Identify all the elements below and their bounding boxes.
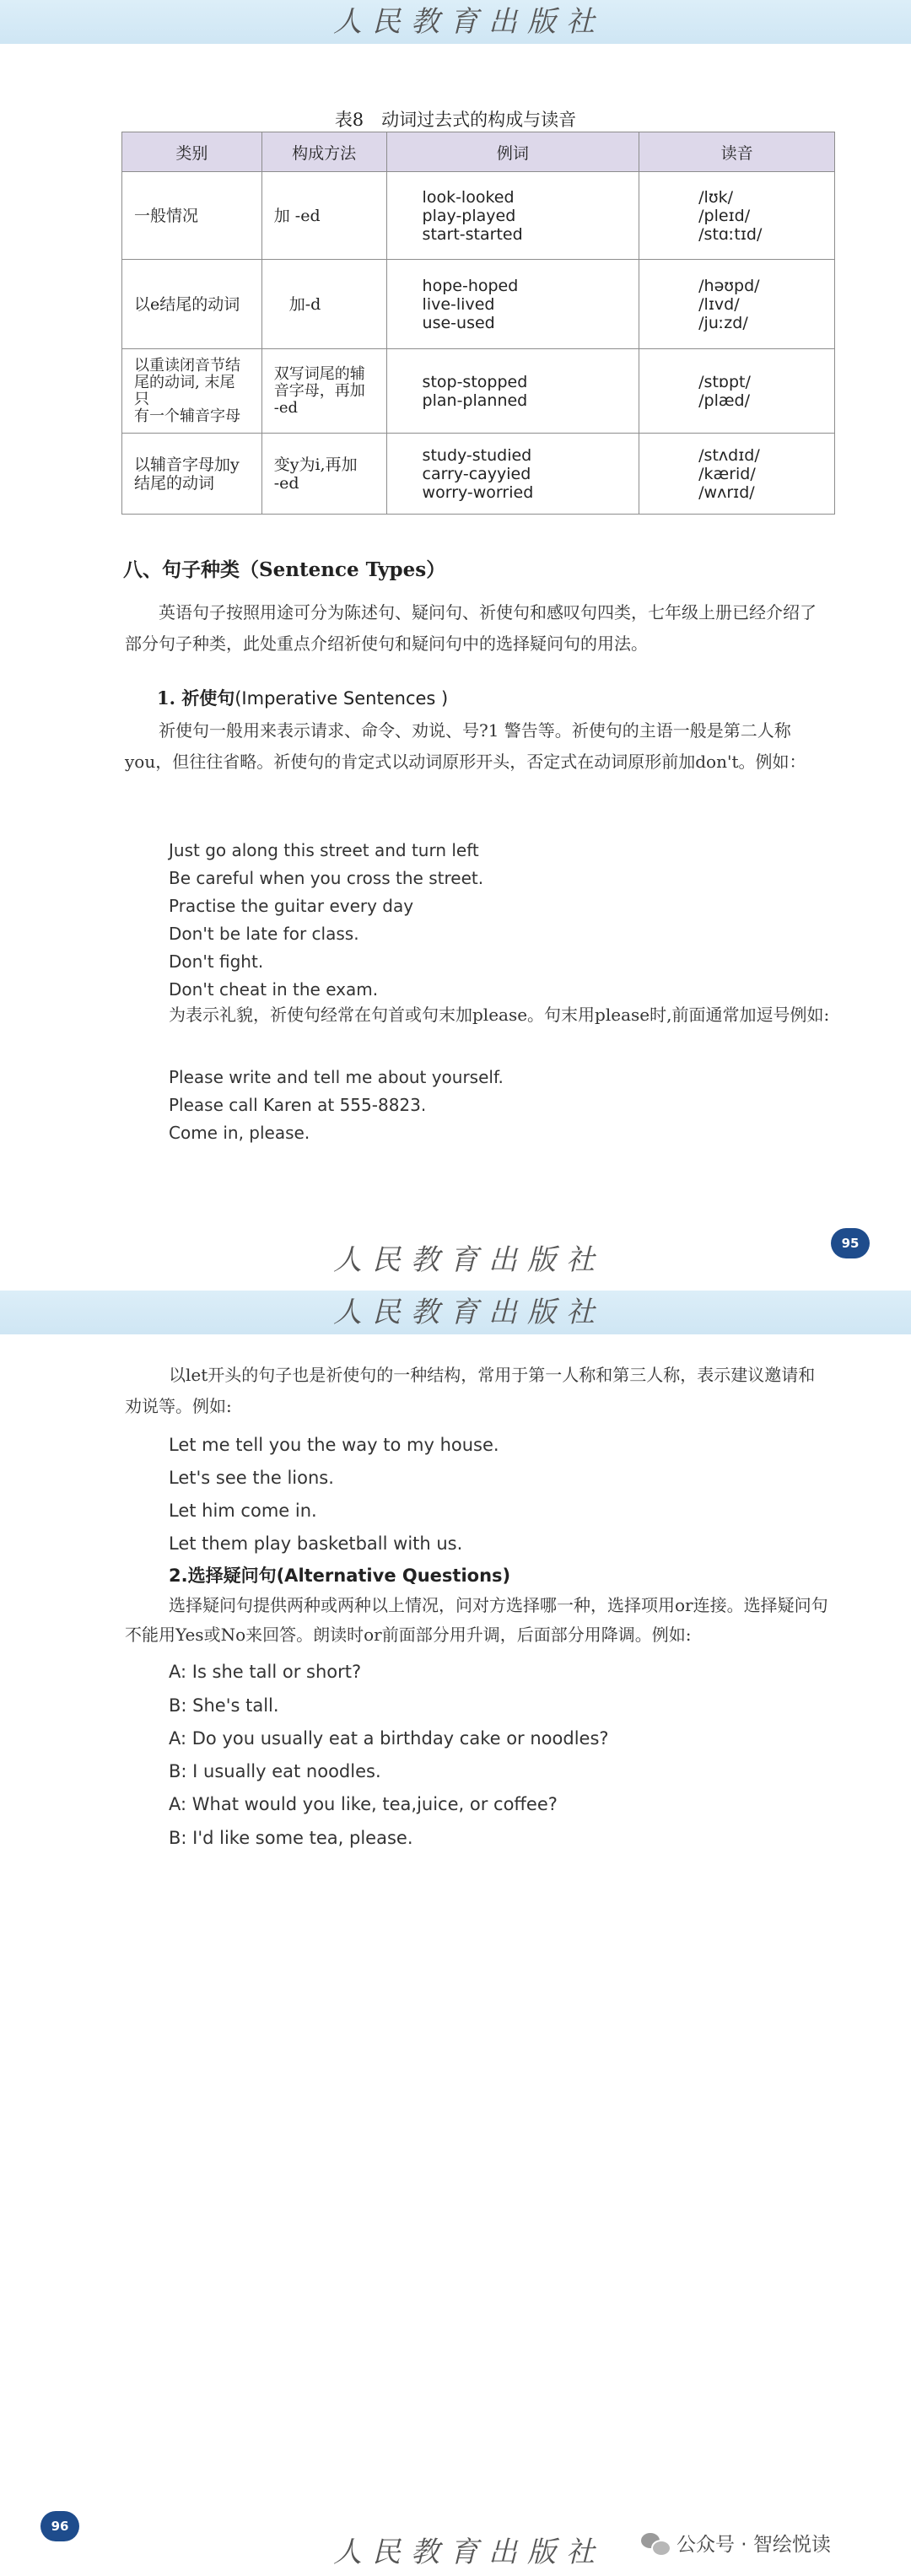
example-sentence: Let him come in. [169,1501,317,1521]
example-sentence: Just go along this street and turn left [169,840,479,860]
imperative-paragraph: 祈使句一般用来表示请求、命令、劝说、号?1 警告等。祈使句的主语一般是第二人称you，但往往省略。祈使句的肯定式以动词原形开头，否定式在动词原形前加don't。例如： [125,720,806,772]
cell-examples: study-studied carry-cayyied worry-worried [386,434,639,515]
example-sentence: Please write and tell me about yourself. [169,1067,504,1087]
cell-phonetics: /lʊk/ /pleɪd/ /stɑːtɪd/ [639,172,835,260]
example-sentence: Let's see the lions. [169,1468,334,1488]
example-sentence: Let them play basketball with us. [169,1533,463,1554]
header-pronunciation: 读音 [639,132,835,172]
header-band [0,1291,911,1334]
watermark-text: 公众号 · 智绘悦读 [677,2534,831,2556]
table-row [122,434,835,515]
past-tense-table [121,132,835,515]
header-examples: 例词 [386,132,639,172]
wechat-icon [641,2531,670,2555]
subsection-1-english: (Imperative Sentences ) [234,688,449,709]
cell-phonetics: /həʊpd/ /lɪvd/ /juːzd/ [639,260,835,349]
publisher-logo: 人民教育出版社 [333,1296,605,1329]
cell-examples: stop-stopped plan-planned [386,349,639,434]
let-paragraph: 以let开头的句子也是祈使句的一种结构，常用于第一人称和第三人称，表示建议邀请和劝说等。例如: [125,1365,816,1416]
header-method: 构成方法 [261,132,386,172]
example-sentence: Don't be late for class. [169,924,359,944]
subsection-1-title [157,685,448,710]
example-sentence: Practise the guitar every day [169,896,414,916]
cell-method: 双写词尾的辅 音字母，再加 -ed [261,349,386,434]
dialog-line: B: She's tall. [169,1695,279,1716]
cell-category: 以重读闭音节结 尾的动词, 末尾只 有一个辅音字母 [122,349,262,434]
cell-phonetics: /stʌdɪd/ /kærid/ /wʌrɪd/ [639,434,835,515]
page-number-badge: 96 [40,2511,79,2541]
table-header-row [122,132,835,172]
cell-method: 加 -ed [261,172,386,260]
cell-examples: hope-hoped live-lived use-used [386,260,639,349]
table-row [122,260,835,349]
example-sentence: Come in, please. [169,1123,310,1143]
example-sentence: Be careful when you cross the street. [169,868,484,888]
section-title: 八、句子种类（Sentence Types） [123,558,446,581]
cell-category: 一般情况 [122,172,262,260]
subsection-2-title: 2.选择疑问句(Alternative Questions) [169,1566,511,1586]
publisher-logo-footer: 人民教育出版社 [333,1243,605,1277]
header-band [0,0,911,44]
example-sentence: Don't cheat in the exam. [169,979,379,1000]
cell-method: 变y为i,再加 -ed [261,434,386,515]
subsection-1-number: 1. 祈使句 [157,687,235,709]
page-96 [0,1291,911,2576]
cell-phonetics: /stɒpt/ /plæd/ [639,349,835,434]
dialog-line: A: Do you usually eat a birthday cake or noodles? [169,1728,609,1749]
example-sentence: Please call Karen at 555-8823. [169,1095,427,1115]
cell-method: 加-d [261,260,386,349]
alternative-paragraph: 选择疑问句提供两种或两种以上情况，问对方选择哪一种，选择项用or连接。选择疑问句不能用Yes或No来回答。朗读时or前面部分用升调，后面部分用降调。例如: [125,1595,828,1645]
header-category: 类别 [122,132,262,172]
publisher-logo: 人民教育出版社 [333,5,605,39]
intro-paragraph: 英语句子按照用途可分为陈述句、疑问句、祈使句和感叹句四类，七年级上册已经介绍了部分句子种类，此处重点介绍祈使句和疑问句中的选择疑问句的用法。 [125,602,817,654]
example-sentence: Let me tell you the way to my house. [169,1435,499,1455]
table-row [122,349,835,434]
cell-examples: look-looked play-played start-started [386,172,639,260]
table-caption: 表8 动词过去式的构成与读音 [334,110,577,130]
page-number-badge: 95 [831,1228,870,1258]
publisher-logo-footer: 人民教育出版社 [333,2536,605,2569]
dialog-line: B: I usually eat noodles. [169,1761,381,1781]
polite-paragraph: 为表示礼貌，祈使句经常在句首或句末加please。句末用please时,前面通常加逗号例如: [169,1005,830,1025]
cell-category: 以辅音字母加y 结尾的动词 [122,434,262,515]
cell-category: 以e结尾的动词 [122,260,262,349]
dialog-line: A: Is she tall or short? [169,1662,362,1682]
example-sentence: Don't fight. [169,951,264,972]
dialog-line: A: What would you like, tea,juice, or coffee? [169,1794,558,1814]
table-row [122,172,835,260]
dialog-line: B: I'd like some tea, please. [169,1828,413,1848]
watermark [641,2529,831,2557]
